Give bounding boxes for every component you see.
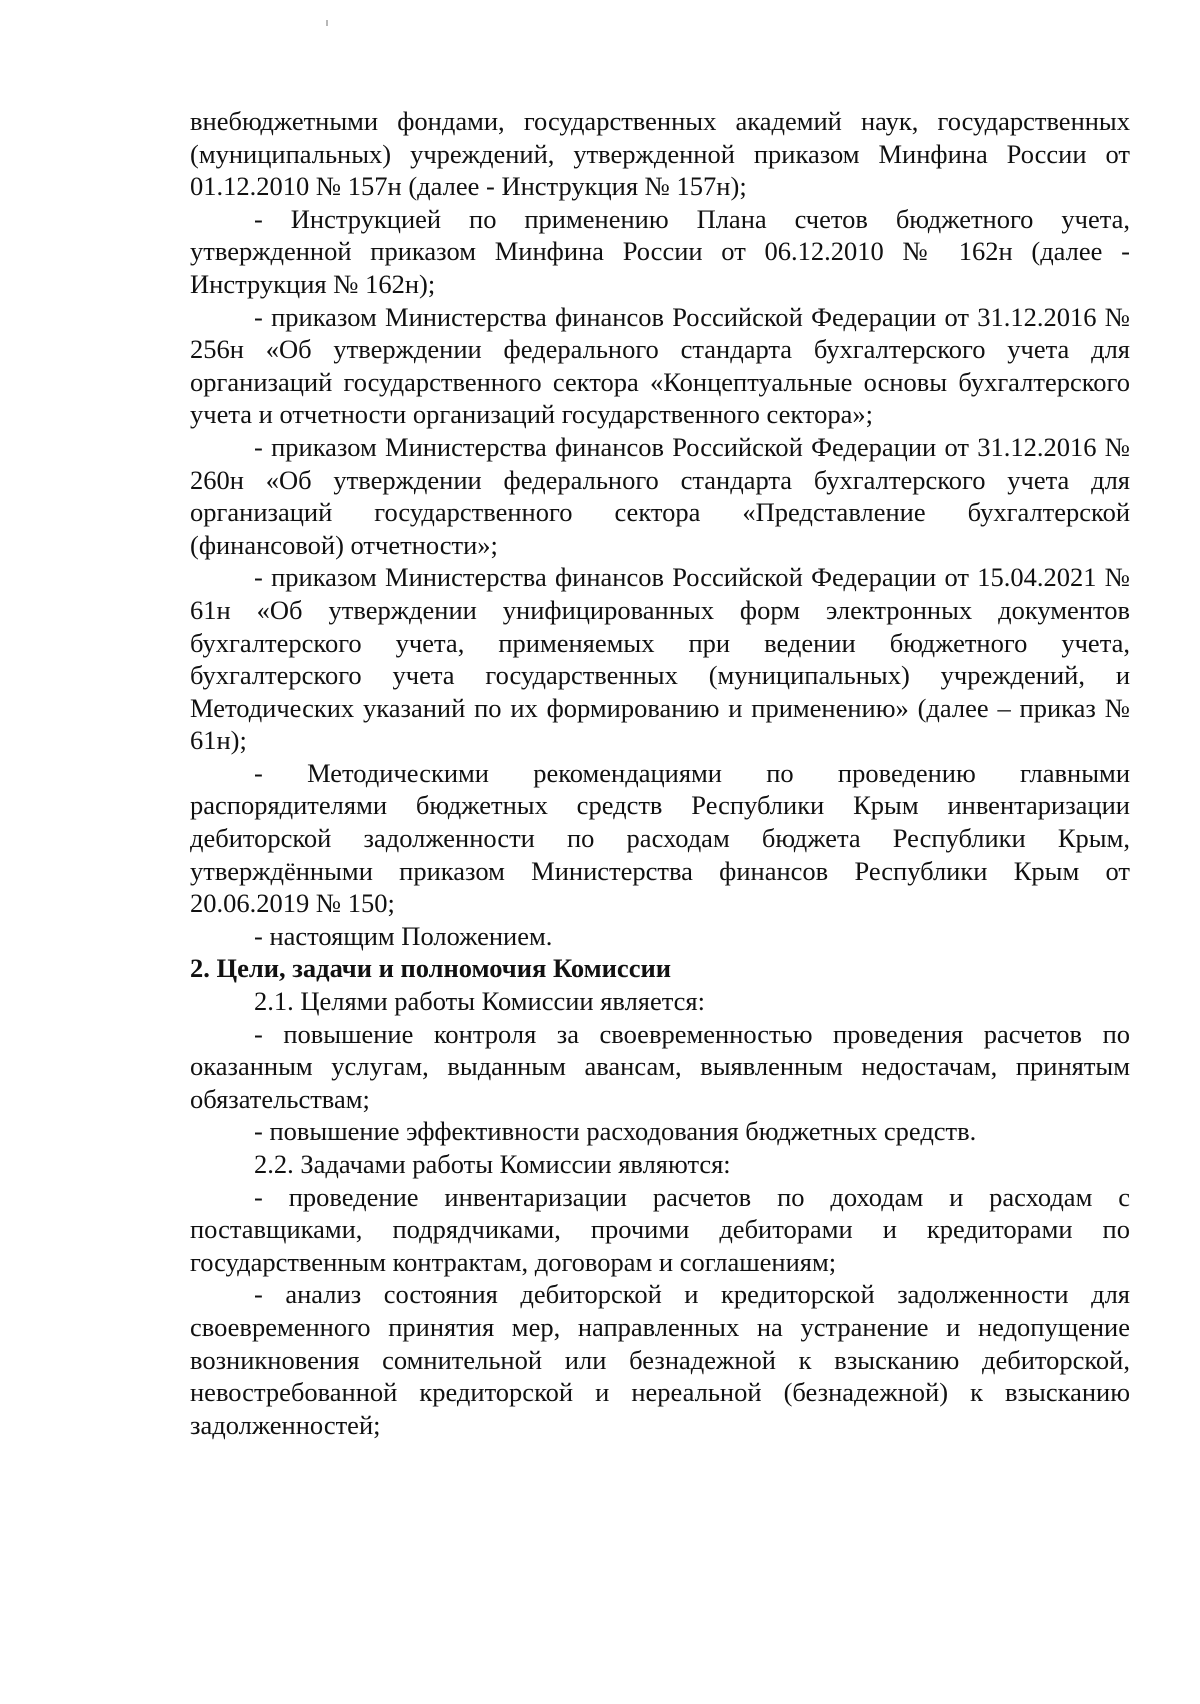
paragraph-2-1: 2.1. Целями работы Комиссии является: — [254, 986, 705, 1017]
paragraph-order-61n: - приказом Министерства финансов Российской Федерации от 15.04.2021 № 61н «Об утверждении унифицированных форм электронных документов бухгалтерского учета, применяемых при ведении бюджетного учета, бухгалтерского учета государственных (муниципальных) учреждений, и Методических указаний по их формированию и применению» (далее – приказ № 61н); — [190, 562, 1130, 756]
paragraph-goal-efficiency: - повышение эффективности расходования бюджетных средств. — [254, 1116, 977, 1147]
document-body — [190, 105, 1130, 1441]
paragraph-this-regulation: - настоящим Положением. — [254, 920, 553, 951]
scan-mark — [326, 20, 328, 26]
paragraph-order-256n: - приказом Министерства финансов Российской Федерации от 31.12.2016 № 256н «Об утверждении федерального стандарта бухгалтерского учета для организаций государственного сектора «Концептуальные основы бухгалтерского учета и отчетности организаций государственного сектора»; — [190, 301, 1130, 430]
paragraph-task-analysis: - анализ состояния дебиторской и кредиторской задолженности для своевременного принятия мер, направленных на устранение и недопущение возникновения сомнительной или безнадежной к взысканию дебиторской, невостребованной кредиторской и нереальной (безнадежной) к взысканию задолженностей; — [190, 1279, 1130, 1440]
paragraph-task-inventory: - проведение инвентаризации расчетов по доходам и расходам с поставщиками, подрядчиками, прочими дебиторами и кредиторами по государственным контрактам, договорам и соглашениям; — [190, 1181, 1130, 1277]
paragraph-order-260n: - приказом Министерства финансов Российской Федерации от 31.12.2016 № 260н «Об утверждении федерального стандарта бухгалтерского учета для организаций государственного сектора «Представление бухгалтерской (финансовой) отчетности»; — [190, 431, 1130, 560]
section-heading: 2. Цели, задачи и полномочия Комиссии — [190, 953, 671, 984]
paragraph-continuation: внебюджетными фондами, государственных академий наук, государственных (муниципальных) учреждений, утвержденной приказом Минфина России от 01.12.2010 № 157н (далее - Инструкция № 157н); — [190, 106, 1130, 202]
paragraph-2-2: 2.2. Задачами работы Комиссии являются: — [254, 1149, 731, 1179]
paragraph-goal-control: - повышение контроля за своевременностью проведения расчетов по оказанным услугам, выданным авансам, выявленным недостачам, принятым обязательствам; — [190, 1018, 1130, 1114]
paragraph-instruction-162n: - Инструкцией по применению Плана счетов бюджетного учета, утвержденной приказом Минфина России от 06.12.2010 № 162н (далее - Инструкция № 162н); — [190, 203, 1130, 299]
paragraph-methodical-recommendations: - Методическими рекомендациями по проведению главными распорядителями бюджетных средств Республики Крым инвентаризации дебиторской задолженности по расходам бюджета Республики Крым, утверждёнными приказом Министерства финансов Республики Крым от 20.06.2019 № 150; — [190, 757, 1130, 919]
